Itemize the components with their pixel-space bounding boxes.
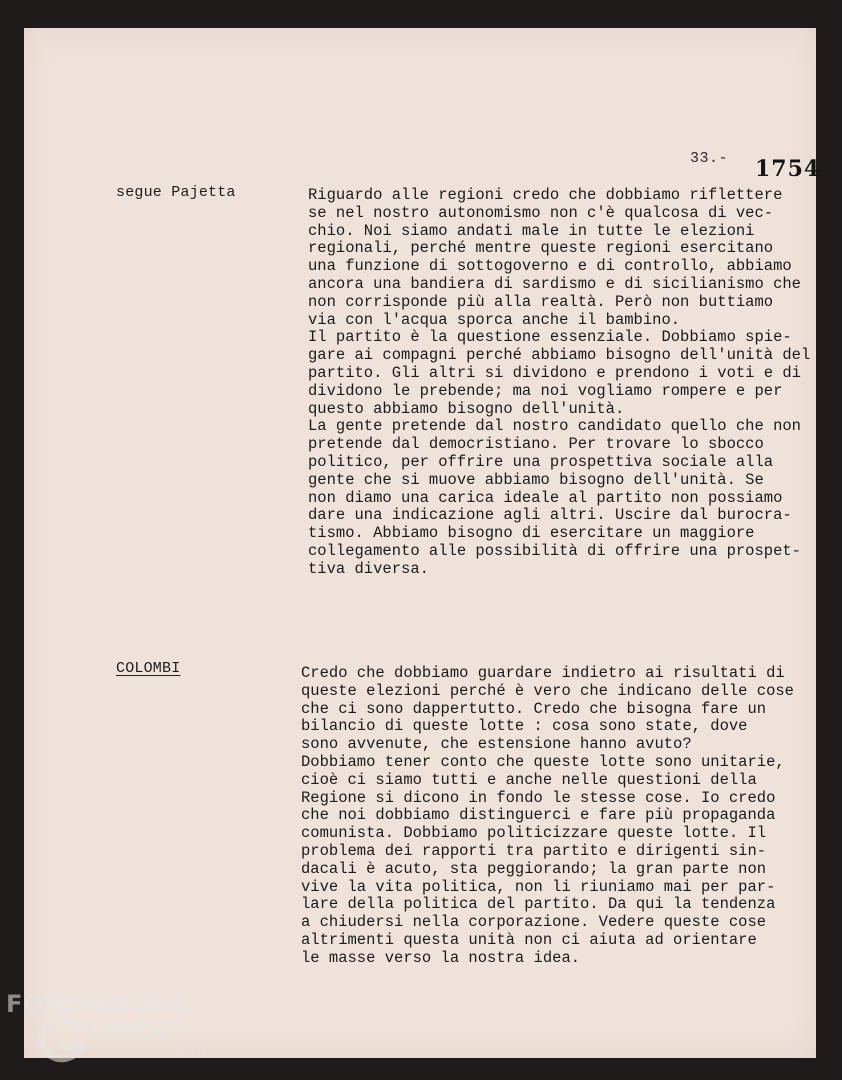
text-line: politico, per offrire una prospettiva sociale alla bbox=[308, 452, 774, 471]
text-line: partito. Gli altri si dividono e prendono i voti e di bbox=[308, 363, 801, 382]
text-line: le masse verso la nostra idea. bbox=[301, 948, 581, 967]
text-line: Regione si dicono in fondo le stesse cose. Io credo bbox=[301, 788, 776, 807]
text-line: chio. Noi siamo andati male in tutte le elezioni bbox=[308, 221, 755, 240]
text-line: non diamo una carica ideale al partito non possiamo bbox=[308, 488, 783, 507]
text-line: dare una indicazione agli altri. Uscire dal burocra- bbox=[308, 506, 792, 525]
text-line: gare ai compagni perché abbiamo bisogno dell'unità del bbox=[308, 346, 811, 365]
text-line: lare della politica del partito. Da qui la tendenza bbox=[301, 895, 776, 914]
text-line: una funzione di sottogoverno e di controllo, abbiamo bbox=[308, 257, 792, 276]
text-line: via con l'acqua sporca anche il bambino. bbox=[308, 310, 681, 329]
text-line: ancora una bandiera di sardismo e di sicilianismo che bbox=[308, 274, 801, 293]
text-line: vive la vita politica, non li riuniamo mai per par- bbox=[301, 877, 776, 896]
text-line: problema dei rapporti tra partito e dirigenti sin- bbox=[301, 841, 767, 860]
text-line: che noi dobbiamo distinguerci e fare più propaganda bbox=[301, 806, 776, 825]
watermark-title: FONDAZIONE bbox=[6, 990, 190, 1018]
text-line: pretende dal democristiano. Per trovare lo sbocco bbox=[308, 435, 764, 454]
page-number: 33.- bbox=[690, 150, 729, 167]
text-line: tismo. Abbiamo bisogno di esercitare un maggiore bbox=[308, 524, 755, 543]
text-line: dacali è acuto, sta peggiorando; la gran parte non bbox=[301, 859, 767, 878]
text-line: tiva diversa. bbox=[308, 559, 429, 578]
speech-text bbox=[301, 665, 794, 968]
watermark-subtitle: RAMSCI bbox=[90, 1018, 185, 1042]
text-line: cioè ci siamo tutti e anche nelle questioni della bbox=[301, 770, 757, 789]
g-logo-icon bbox=[34, 1013, 88, 1067]
text-line: collegamento alle possibilità di offrire una prospet- bbox=[308, 541, 801, 560]
fondazione-gramsci-watermark bbox=[6, 988, 221, 1068]
text-line: comunista. Dobbiamo politicizzare queste lotte. Il bbox=[301, 824, 767, 843]
text-line: altrimenti questa unità non ci aiuta ad orientare bbox=[301, 930, 757, 949]
text-line: queste elezioni perché è vero che indicano delle cose bbox=[301, 681, 794, 700]
text-line: La gente pretende dal nostro candidato quello che non bbox=[308, 417, 801, 436]
text-line: se nel nostro autonomismo non c'è qualcosa di vec- bbox=[308, 203, 774, 222]
text-line: regionali, perché mentre queste regioni esercitano bbox=[308, 239, 774, 258]
text-line: dividono le prebende; ma noi vogliamo rompere e per bbox=[308, 381, 783, 400]
text-line: Riguardo alle regioni credo che dobbiamo riflettere bbox=[308, 186, 783, 204]
speaker-label: segue Pajetta bbox=[116, 184, 236, 201]
text-line: non corrisponde più alla realtà. Però non buttiamo bbox=[308, 292, 774, 311]
text-line: questo abbiamo bisogno dell'unità. bbox=[308, 399, 625, 418]
speech-text bbox=[308, 187, 810, 579]
text-line: che ci sono dappertutto. Credo che bisogna fare un bbox=[301, 699, 767, 718]
archive-number: 1754 bbox=[755, 156, 821, 182]
watermark-onlus: onlus bbox=[178, 1048, 208, 1059]
text-line: Dobbiamo tener conto che queste lotte sono unitarie, bbox=[301, 752, 785, 771]
text-line: gente che si muove abbiamo bisogno dell'unità. Se bbox=[308, 470, 764, 489]
text-line: Il partito è la questione essenziale. Dobbiamo spie- bbox=[308, 328, 792, 347]
text-line: bilancio di queste lotte : cosa sono state, dove bbox=[301, 717, 748, 736]
text-line: a chiudersi nella corporazione. Vedere queste cose bbox=[301, 913, 767, 932]
text-line: sono avvenute, che estensione hanno avuto? bbox=[301, 735, 692, 754]
text-line: Credo che dobbiamo guardare indietro ai risultati di bbox=[301, 664, 785, 682]
speaker-label: COLOMBI bbox=[116, 660, 181, 677]
